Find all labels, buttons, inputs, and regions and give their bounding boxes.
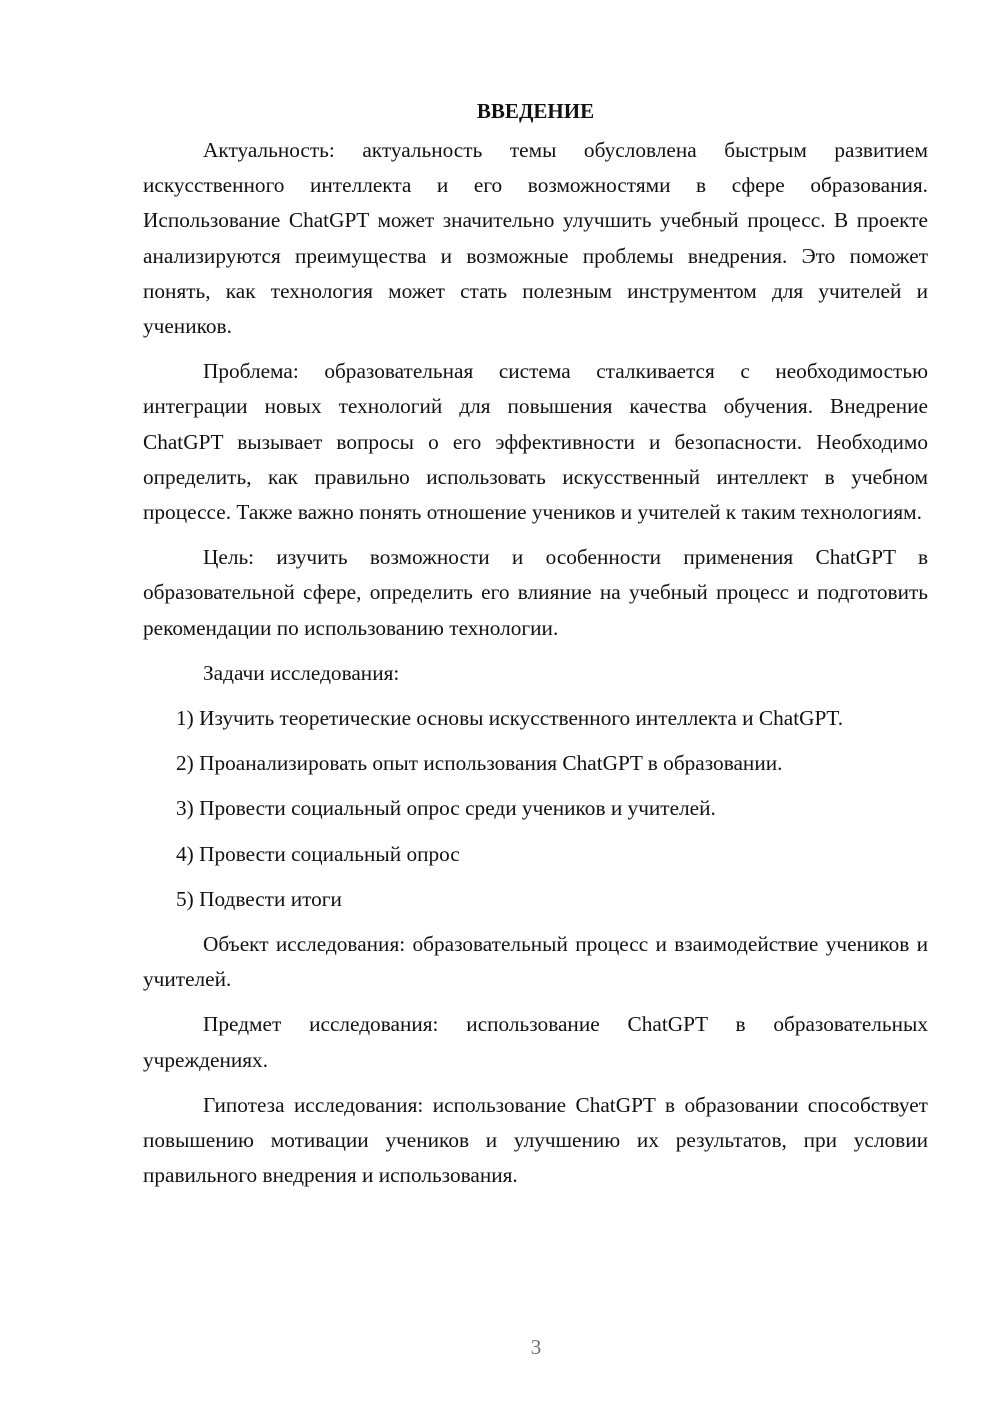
- list-item: 3) Провести социальный опрос среди учеников и учителей.: [176, 796, 716, 821]
- list-item: 2) Проанализировать опыт использования ChatGPT в образовании.: [176, 751, 783, 776]
- paragraph-hypothesis: Гипотеза исследования: использование ChatGPT в образовании способствует повышению мотивации учеников и улучшению их результатов, при условии правильного внедрения и использования.: [143, 1092, 928, 1188]
- page-number: 3: [530, 1335, 542, 1359]
- page-title: ВВЕДЕНИЕ: [476, 99, 595, 123]
- list-item: 4) Провести социальный опрос: [176, 841, 460, 866]
- paragraph-problem: Проблема: образовательная система сталкивается с необходимостью интеграции новых технологий для повышения качества обучения. Внедрение ChatGPT вызывает вопросы о его эффективности и безопасности. Необходимо определить, как правильно использовать искусственный интеллект в учебном процессе. Также важно понять отношение учеников и учителей к таким технологиям.: [143, 359, 928, 525]
- paragraph-goal: Цель: изучить возможности и особенности применения ChatGPT в образовательной сфере, определить его влияние на учебный процесс и подготовить рекомендации по использованию технологии.: [143, 545, 928, 640]
- paragraph-tasks-intro: Задачи исследования:: [203, 660, 400, 685]
- list-item: 1) Изучить теоретические основы искусственного интеллекта и ChatGPT.: [176, 706, 844, 731]
- tasks-list: [143, 701, 928, 917]
- paragraph-subject: Предмет исследования: использование ChatGPT в образовательных учреждениях.: [143, 1012, 928, 1072]
- list-item: 5) Подвести итоги: [176, 886, 342, 911]
- paragraph-relevance: Актуальность: актуальность темы обусловлена быстрым развитием искусственного интеллекта и его возможностями в сфере образования. Использование ChatGPT может значительно улучшить учебный процесс. В проекте анализируются преимущества и возможные проблемы внедрения. Это поможет понять, как технология может стать полезным инструментом для учителей и учеников.: [143, 138, 928, 339]
- page-content: [143, 95, 928, 1203]
- paragraph-object: Объект исследования: образовательный процесс и взаимодействие учеников и учителей.: [143, 932, 928, 992]
